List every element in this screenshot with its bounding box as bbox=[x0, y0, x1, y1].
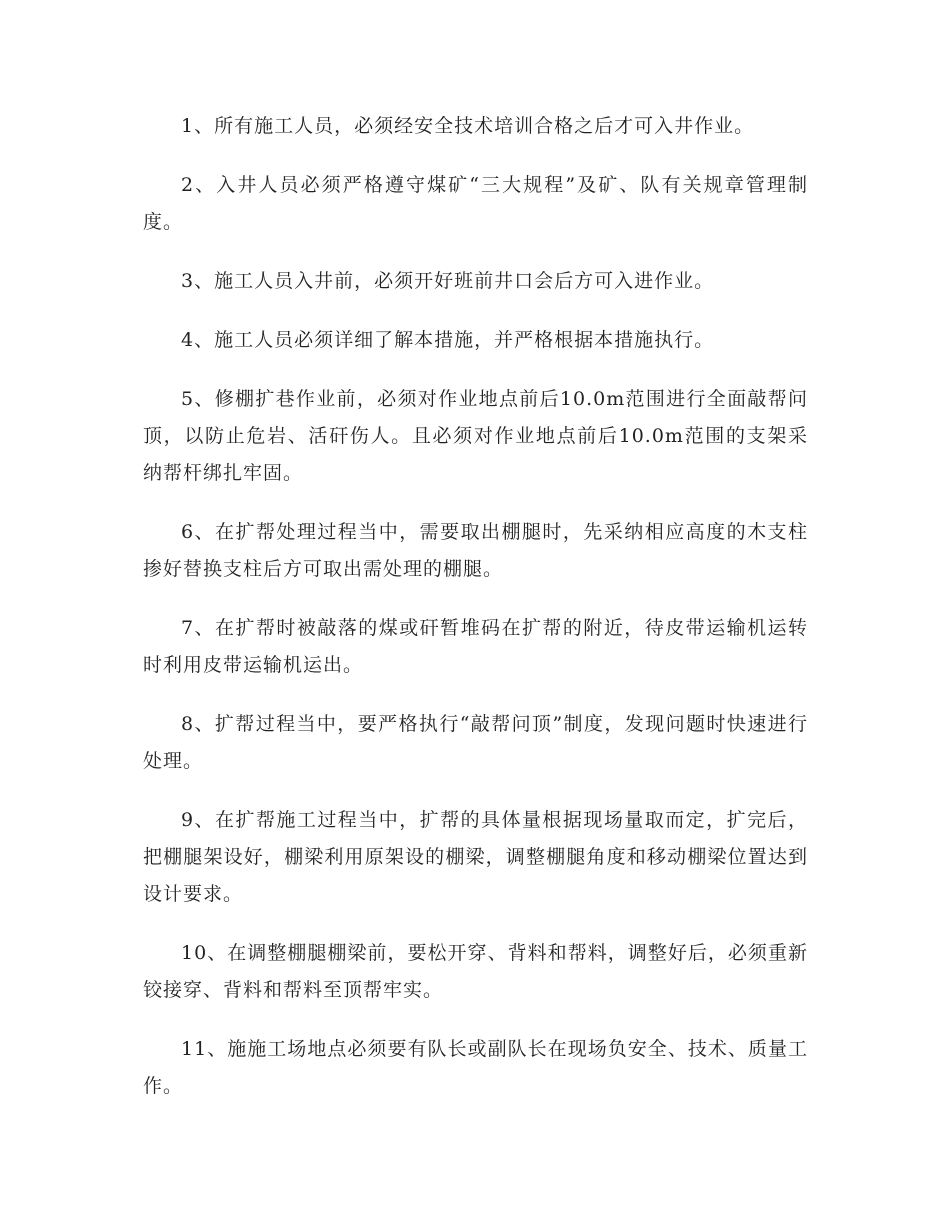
paragraph-2: 2、入井人员必须严格遵守煤矿“三大规程”及矿、队有关规章管理制度。 bbox=[143, 174, 808, 233]
paragraph-1: 1、所有施工人员，必须经安全技术培训合格之后才可入井作业。 bbox=[181, 115, 755, 137]
paragraph-8: 8、扩帮过程当中，要严格执行“敲帮问顶”制度，发现问题时快速进行处理。 bbox=[143, 713, 808, 772]
paragraph-5: 5、修棚扩巷作业前，必须对作业地点前后10.0m范围进行全面敲帮问顶，以防止危岩、活矸伤人。且必须对作业地点前后10.0m范围的支架采纳帮杆绑扎牢固。 bbox=[143, 388, 808, 484]
paragraph-11: 11、施施工场地点必须要有队长或副队长在现场负安全、技术、质量工作。 bbox=[143, 1038, 808, 1097]
paragraph-3: 3、施工人员入井前，必须开好班前井口会后方可入进作业。 bbox=[181, 270, 715, 292]
paragraph-9: 9、在扩帮施工过程当中，扩帮的具体量根据现场量取而定，扩完后，把棚腿架设好，棚梁利用原架设的棚梁，调整棚腿角度和移动棚梁位置达到设计要求。 bbox=[143, 809, 808, 905]
paragraph-4: 4、施工人员必须详细了解本措施，并严格根据本措施执行。 bbox=[181, 329, 715, 351]
paragraph-6: 6、在扩帮处理过程当中，需要取出棚腿时，先采纳相应高度的木支柱掺好替换支柱后方可取出需处理的棚腿。 bbox=[143, 521, 808, 580]
paragraph-7: 7、在扩帮时被敲落的煤或矸暂堆码在扩帮的附近，待皮带运输机运转时利用皮带运输机运出。 bbox=[143, 617, 808, 676]
document-body bbox=[143, 108, 808, 1127]
paragraph-10: 10、在调整棚腿棚梁前，要松开穿、背料和帮料，调整好后，必须重新铰接穿、背料和帮料至顶帮牢实。 bbox=[143, 942, 808, 1001]
